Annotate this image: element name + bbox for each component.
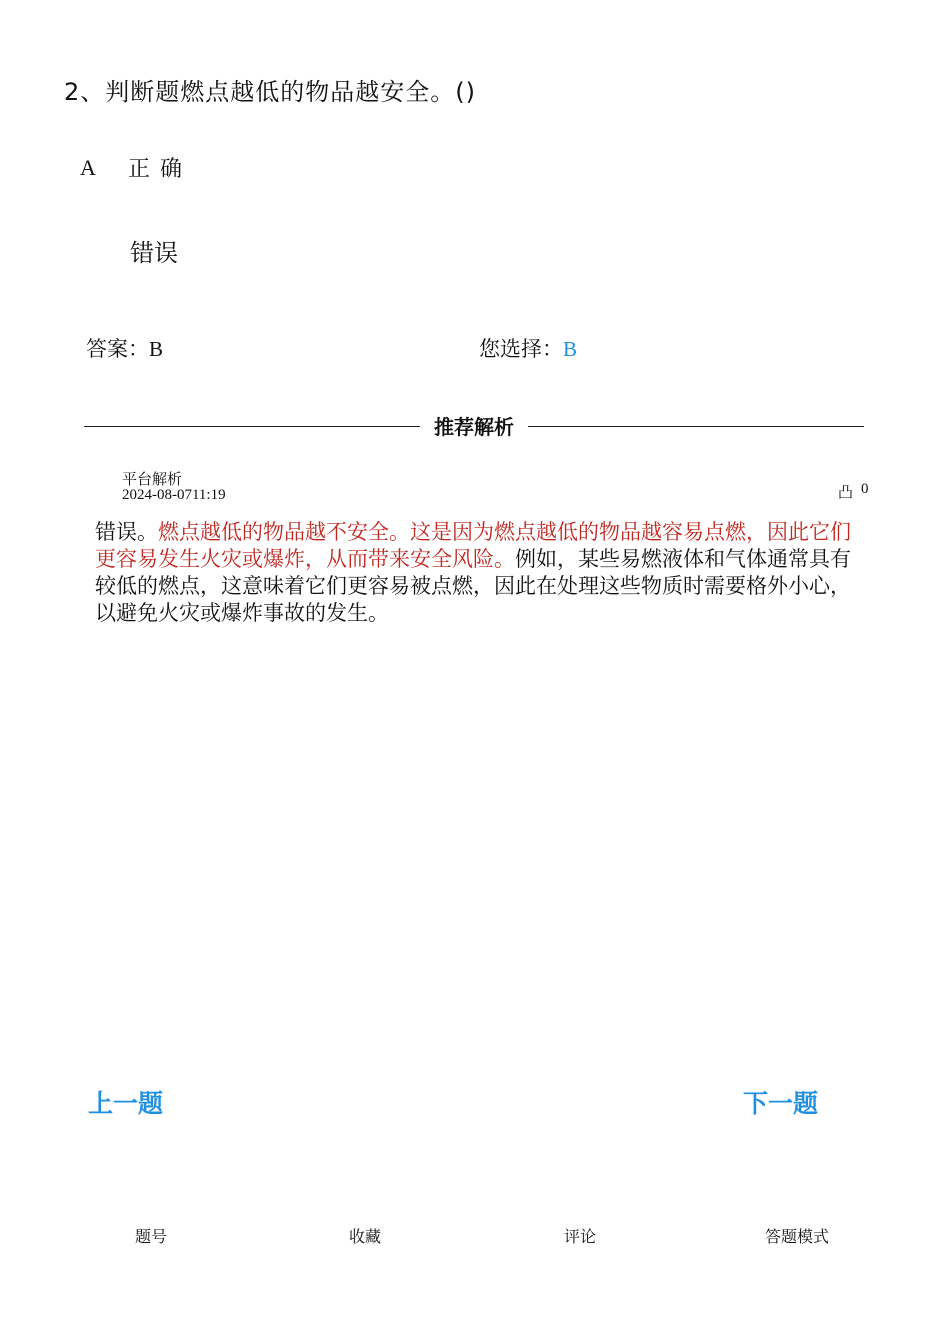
answer-value: B [149, 337, 164, 361]
option-a-label: 正确 [128, 157, 193, 182]
bottom-answer-mode[interactable]: 答题模式 [765, 1227, 830, 1246]
divider-left [84, 426, 420, 427]
question-text: 2、判断题燃点越低的物品越安全。() [64, 78, 476, 106]
option-b-label: 错误 [130, 239, 178, 267]
option-b[interactable] [130, 233, 178, 268]
user-choice [479, 333, 577, 363]
next-question-button[interactable]: 下一题 [743, 1090, 819, 1118]
prev-question-button[interactable]: 上一题 [88, 1090, 164, 1118]
bottom-favorite[interactable]: 收藏 [349, 1227, 382, 1246]
analysis-rest: 例如，某些易燃液体和气体通常具有 较低的燃点，这意味着它们更容易被点燃，因此在处理这些物质时需要格外小心， 以避免火灾或爆炸事故的发生。 [95, 547, 851, 625]
correct-answer [86, 333, 163, 363]
option-a[interactable] [80, 152, 192, 183]
thumbs-up-icon: 凸 [838, 483, 854, 501]
analysis-timestamp: 2024-08-0711:19 [122, 487, 226, 503]
analysis-lead: 错误。 [95, 520, 158, 544]
bottom-question-number[interactable]: 题号 [135, 1227, 168, 1246]
analysis-source: 平台解析 [122, 470, 183, 488]
section-title: 推荐解析 [434, 417, 514, 439]
like-button[interactable] [838, 481, 869, 502]
choice-label: 您选择： [479, 337, 563, 361]
analysis-highlight: 燃点越低的物品越不安全。这是因为燃点越低的物品越容易点燃，因此它们 更容易发生火灾或爆炸，从而带来安全风险。 [95, 520, 851, 571]
divider-right [528, 426, 864, 427]
analysis-text [95, 519, 870, 627]
choice-value: B [563, 337, 578, 361]
answer-label: 答案： [86, 337, 149, 361]
bottom-comment[interactable]: 评论 [564, 1227, 597, 1246]
option-a-letter: A [80, 154, 96, 180]
like-count: 0 [861, 481, 869, 497]
